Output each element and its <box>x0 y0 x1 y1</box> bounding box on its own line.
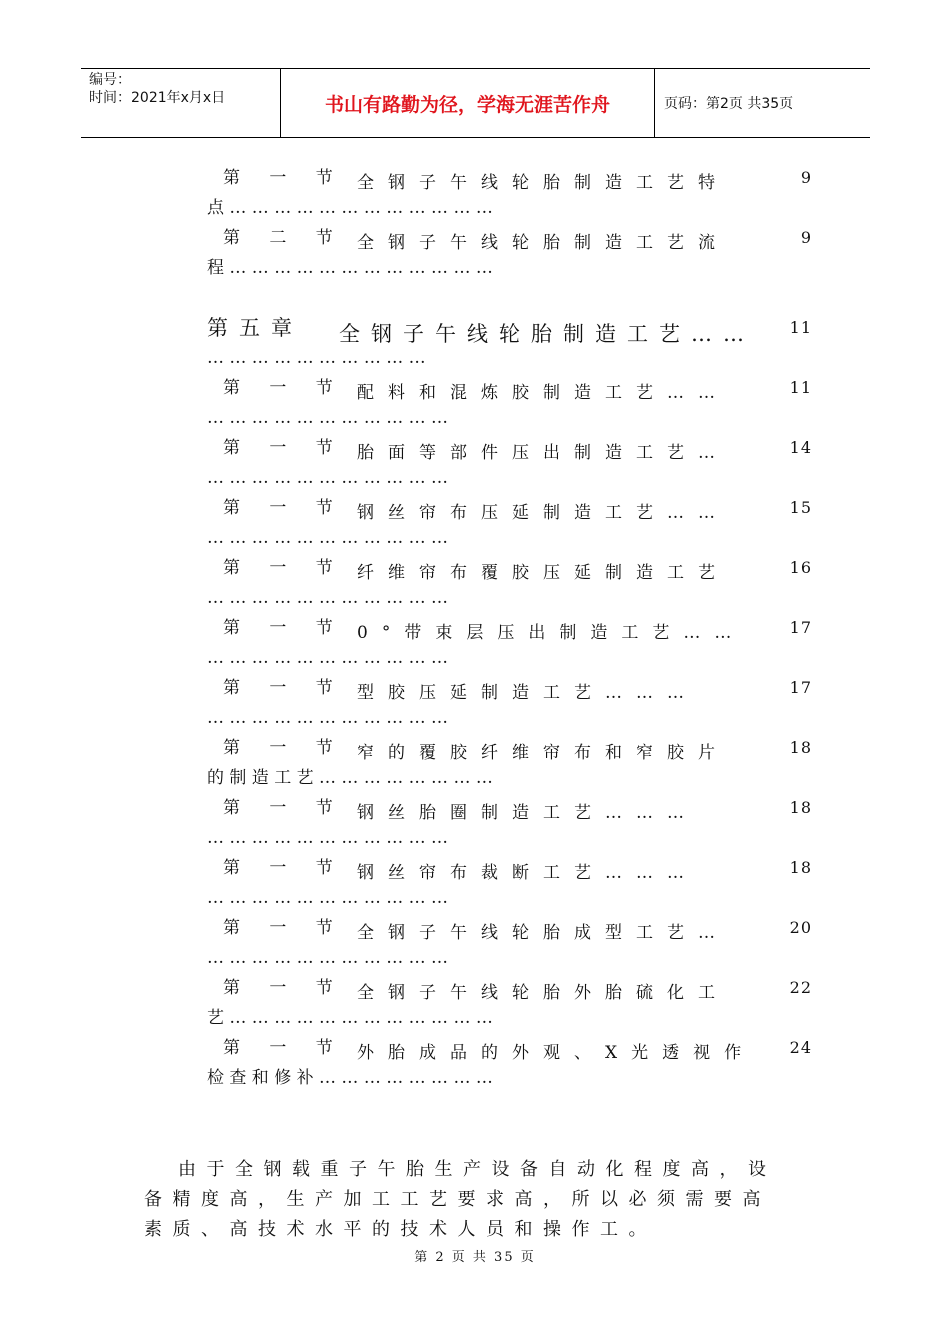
time-label: 时间：2021年x月x日 <box>89 90 226 106</box>
toc-entry-title: 0°带束层压出制造工艺…… <box>357 623 746 643</box>
toc-entry-continuation: 艺 … … … … … … … … … … … … <box>207 1008 493 1028</box>
paragraph-line: 备精度高，生产加工工艺要求高，所以必须需要高 <box>144 1189 771 1210</box>
toc-entry-page: 11 <box>789 318 812 337</box>
toc-entry-number: 第 一 节 <box>223 558 345 578</box>
toc-entry-number: 第 二 节 <box>223 228 345 248</box>
toc-entry-page: 15 <box>789 498 812 517</box>
toc-entry-continuation: … … … … … … … … … … … <box>207 588 449 608</box>
toc-entry-number: 第 一 节 <box>223 918 345 938</box>
header-motto: 书山有路勤为径，学海无涯苦作舟 <box>281 69 655 137</box>
toc-entry-title: 型胶压延制造工艺……… <box>357 683 698 703</box>
toc-entry-page: 18 <box>789 738 812 757</box>
page-footer: 第 2 页 共 35 页 <box>414 1250 536 1265</box>
toc-entry-continuation: … … … … … … … … … … … <box>207 708 449 728</box>
header-meta <box>81 69 281 137</box>
toc-entry-title: 纤维帘布覆胶压延制造工艺 <box>357 563 729 583</box>
toc-entry-continuation: … … … … … … … … … … … <box>207 468 449 488</box>
toc-entry-title: 全钢子午线轮胎外胎硫化工 <box>357 983 729 1003</box>
toc-entry-number: 第 一 节 <box>223 798 345 818</box>
toc-entry-number: 第 一 节 <box>223 168 345 188</box>
toc-entry-number: 第 一 节 <box>223 618 345 638</box>
toc-entry-page: 20 <box>789 918 812 937</box>
toc-entry-continuation: … … … … … … … … … … <box>207 348 426 368</box>
toc-entry-page: 16 <box>789 558 812 577</box>
toc-entry-page: 9 <box>800 168 812 187</box>
toc-entry-title: 外胎成品的外观、X光透视作 <box>357 1043 756 1063</box>
toc-entry-title: 全钢子午线轮胎成型工艺… <box>357 923 729 943</box>
toc-entry-continuation: 检 查 和 修 补 … … … … … … … … <box>207 1068 493 1088</box>
toc-entry-number: 第 一 节 <box>223 498 345 518</box>
body-paragraph <box>144 1155 834 1245</box>
toc-entry-title: 全钢子午线轮胎制造工艺特 <box>357 173 729 193</box>
toc-entry-title: 窄的覆胶纤维帘布和窄胶片 <box>357 743 729 763</box>
toc-entry-continuation: … … … … … … … … … … … <box>207 828 449 848</box>
paragraph-line: 素质、高技术水平的技术人员和操作工。 <box>144 1219 657 1240</box>
paragraph-line: 由于全钢载重子午胎生产设备自动化程度高，设 <box>178 1159 777 1180</box>
toc-entry-page: 22 <box>789 978 812 997</box>
toc-entry-title: 全钢子午线轮胎制造工艺流 <box>357 233 729 253</box>
toc-entry-continuation: … … … … … … … … … … … <box>207 888 449 908</box>
toc-entry-continuation: 点 … … … … … … … … … … … … <box>207 198 493 218</box>
toc-entry-title: 钢丝胎圈制造工艺……… <box>357 803 698 823</box>
toc-entry-page: 14 <box>789 438 812 457</box>
toc-entry-number: 第 一 节 <box>223 678 345 698</box>
toc-entry-page: 11 <box>789 378 812 397</box>
toc-entry-page: 18 <box>789 858 812 877</box>
toc-entry-title: 胎面等部件压出制造工艺… <box>357 443 729 463</box>
header-page-label: 页码：第2页 共35页 <box>664 96 794 112</box>
toc-entry-title: 钢丝帘布压延制造工艺…… <box>357 503 729 523</box>
toc-entry-number: 第 一 节 <box>223 1038 345 1058</box>
toc-entry-page: 17 <box>789 678 812 697</box>
toc-entry-continuation: 程 … … … … … … … … … … … … <box>207 258 493 278</box>
toc-entry-page: 17 <box>789 618 812 637</box>
toc-entry-continuation: 的 制 造 工 艺 … … … … … … … … <box>207 768 493 788</box>
page-header <box>81 68 870 138</box>
toc-entry-continuation: … … … … … … … … … … … <box>207 528 449 548</box>
toc-entry-continuation: … … … … … … … … … … … <box>207 408 449 428</box>
toc-entry-title: 钢丝帘布裁断工艺……… <box>357 863 698 883</box>
toc-entry-number: 第 一 节 <box>223 738 345 758</box>
number-label: 编号： <box>89 72 131 88</box>
toc-entry-number: 第五章 <box>207 316 303 340</box>
toc-entry-page: 9 <box>800 228 812 247</box>
toc-entry-number: 第 一 节 <box>223 978 345 998</box>
toc-entry-page: 24 <box>789 1038 812 1057</box>
toc-entry-continuation: … … … … … … … … … … … <box>207 948 449 968</box>
toc-entry-number: 第 一 节 <box>223 438 345 458</box>
toc-entry-title: 配料和混炼胶制造工艺…… <box>357 383 729 403</box>
toc-entry-title: 全钢子午线轮胎制造工艺…… <box>339 322 755 346</box>
toc-entry-number: 第 一 节 <box>223 378 345 398</box>
toc-entry-number: 第 一 节 <box>223 858 345 878</box>
toc-entry-page: 18 <box>789 798 812 817</box>
toc-entry-continuation: … … … … … … … … … … … <box>207 648 449 668</box>
